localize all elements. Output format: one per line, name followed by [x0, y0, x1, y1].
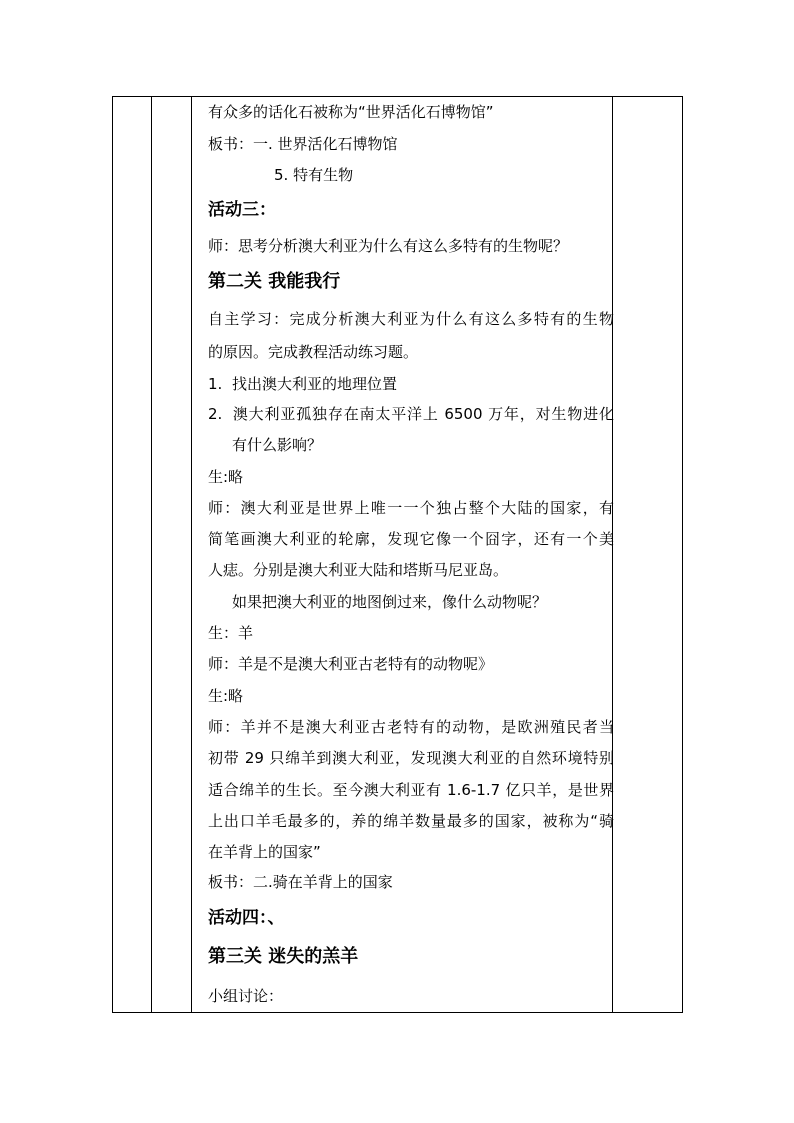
list-number: 1.: [208, 375, 223, 393]
lesson-table: [112, 96, 683, 1013]
text-line: 上出口羊毛最多的，养的绵羊数量最多的国家，被称为“骑: [208, 812, 614, 830]
text-line: 师：羊是不是澳大利亚古老特有的动物呢》: [208, 655, 494, 673]
column-divider: [191, 97, 192, 1012]
text-line: 生：羊: [208, 624, 254, 642]
text-line: 师：思考分析澳大利亚为什么有这么多特有的生物呢？: [208, 237, 569, 255]
list-item: [208, 374, 397, 394]
list-item: [208, 404, 614, 424]
text-line: 如果把澳大利亚的地图倒过来，像什么动物呢？: [232, 593, 548, 611]
section-heading: 第二关 我能我行: [208, 271, 341, 292]
column-divider: [612, 97, 613, 1012]
text-line: 板书：二.骑在羊背上的国家: [208, 873, 393, 891]
text-line: 简笔画澳大利亚的轮廓，发现它像一个囧字，还有一个美: [208, 530, 614, 548]
text-line: 有什么影响？: [232, 436, 323, 454]
list-number: 2.: [208, 405, 223, 423]
text-line: 在羊背上的国家”: [208, 843, 321, 861]
column-divider: [151, 97, 152, 1012]
text-line: 生:略: [208, 687, 244, 705]
list-item: 5. 特有生物: [274, 166, 354, 184]
text-line: 师：羊并不是澳大利亚古老特有的动物，是欧洲殖民者当: [208, 718, 614, 736]
section-heading: 第三关 迷失的羔羊: [208, 946, 359, 967]
section-heading: 活动三：: [208, 200, 276, 220]
text-line: 板书：一. 世界活化石博物馆: [208, 135, 398, 153]
text-line: 小组讨论：: [208, 987, 284, 1005]
text-line: 初带 29 只绵羊到澳大利亚，发现澳大利亚的自然环境特别: [208, 749, 614, 767]
text-line: 适合绵羊的生长。至今澳大利亚有 1.6-1.7 亿只羊，是世界: [208, 781, 614, 799]
list-item-text: 找出澳大利亚的地理位置: [232, 375, 398, 393]
text-line: 人痣。分别是澳大利亚大陆和塔斯马尼亚岛。: [208, 561, 509, 579]
section-heading: 活动四：、: [208, 908, 285, 928]
text-line: 的原因。完成教程活动练习题。: [208, 343, 419, 361]
text-line: 师：澳大利亚是世界上唯一一个独占整个大陆的国家，有: [208, 499, 614, 517]
text-line: 自主学习：完成分析澳大利亚为什么有这么多特有的生物: [208, 310, 614, 328]
text-line: 有众多的话化石被称为“世界活化石博物馆”: [208, 103, 494, 121]
list-item-text: 澳大利亚孤独存在南太平洋上 6500 万年，对生物进化: [232, 405, 614, 423]
text-line: 生:略: [208, 468, 244, 486]
